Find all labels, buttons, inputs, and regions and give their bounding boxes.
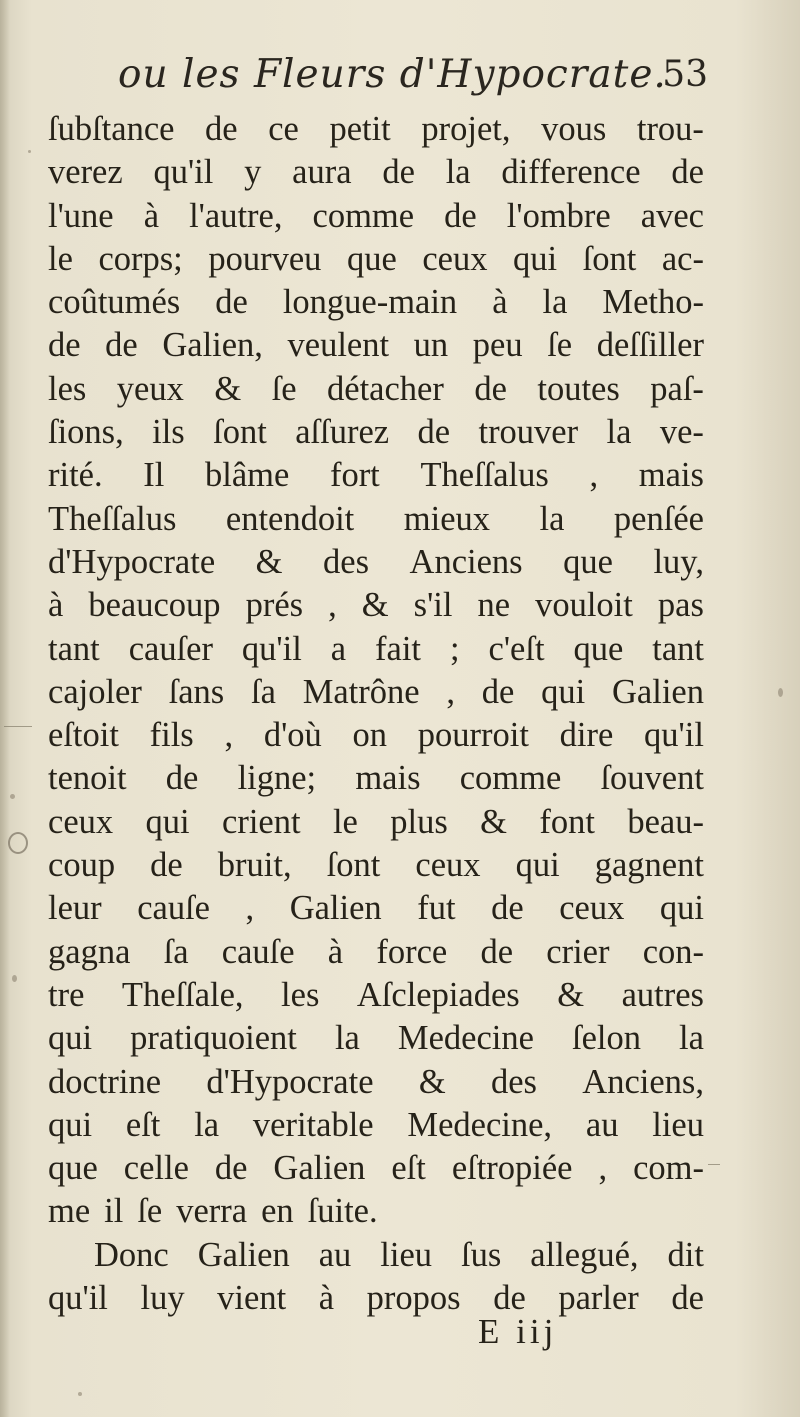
text-line: [48, 541, 704, 584]
word: veulent: [287, 326, 390, 365]
word: Galien: [612, 672, 704, 711]
word: qu'il: [644, 716, 704, 755]
word: Anciens: [409, 542, 523, 581]
word: ſe: [547, 326, 573, 365]
word: ſuite.: [307, 1192, 378, 1231]
word: de: [491, 889, 524, 928]
word: Il: [143, 456, 165, 495]
word: pratiquoient: [130, 1019, 297, 1058]
word: leur: [48, 889, 102, 928]
word: trouver: [478, 413, 579, 452]
word: autres: [621, 975, 704, 1014]
word: ils: [152, 413, 185, 452]
text-line: [48, 628, 704, 671]
word: la: [445, 153, 471, 192]
word: Galien: [289, 889, 382, 928]
word: de: [205, 110, 238, 148]
word: à: [318, 1279, 335, 1318]
word: Matrône: [302, 672, 420, 711]
word: difference: [501, 153, 641, 192]
word: les: [48, 369, 87, 408]
word: tenoit: [48, 759, 127, 798]
word: ;: [449, 629, 460, 668]
word: cajoler: [48, 672, 142, 711]
text-line: [48, 584, 704, 627]
text-line: [48, 931, 704, 974]
text-line: [48, 1147, 704, 1190]
text-line: [48, 454, 704, 497]
word: fut: [417, 889, 456, 928]
text-line: [48, 195, 704, 238]
word: fait: [375, 629, 422, 668]
word: un: [413, 326, 449, 365]
word: aura: [292, 153, 352, 192]
word: ſions,: [48, 413, 124, 452]
word: on: [352, 716, 388, 755]
word: ,: [598, 1149, 608, 1188]
text-line: [48, 324, 704, 367]
word: tant: [48, 629, 100, 668]
word: y: [244, 153, 262, 192]
word: rité.: [48, 456, 103, 495]
word: qu'il: [48, 1279, 108, 1318]
word: ſubſtance: [48, 110, 175, 148]
word: celle: [123, 1149, 189, 1188]
word: longue-main: [282, 283, 458, 322]
word: Galien,: [162, 326, 263, 365]
word: à: [492, 283, 508, 322]
word: à: [327, 932, 344, 971]
word: beau-: [627, 802, 704, 841]
word: yeux: [116, 369, 184, 408]
word: ce: [268, 110, 299, 148]
word: de: [493, 1279, 526, 1318]
word: c'eſt: [488, 629, 545, 668]
word: ,: [589, 456, 599, 495]
word: gagnent: [594, 846, 704, 885]
word: Anciens,: [582, 1062, 704, 1101]
word: s'il: [413, 586, 453, 625]
word: au: [585, 1105, 619, 1144]
word: d'Hypocrate: [206, 1062, 374, 1101]
word: comme: [459, 759, 562, 798]
word: luy: [140, 1279, 185, 1318]
word: mieux: [403, 499, 491, 538]
word: crient: [222, 802, 301, 841]
word: cauſe: [137, 889, 210, 928]
word: tant: [652, 629, 704, 668]
text-line: [48, 281, 704, 324]
word: pourroit: [417, 716, 529, 755]
word: ſelon: [571, 1019, 641, 1058]
word: beaucoup: [88, 586, 221, 625]
paper-mark: [708, 1164, 720, 1165]
word: qui: [515, 846, 560, 885]
word: la: [539, 499, 565, 538]
text-line: [48, 844, 704, 887]
word: aſſurez: [295, 413, 390, 452]
page-number: 53: [662, 54, 708, 95]
word: avec: [640, 196, 704, 235]
word: &: [557, 975, 585, 1014]
word: Medecine: [397, 1019, 534, 1058]
word: &: [418, 1062, 446, 1101]
text-line: [48, 1234, 704, 1277]
word: que: [563, 542, 613, 581]
word: deſſiller: [596, 326, 704, 365]
word: mais: [355, 759, 421, 798]
word: eſt: [391, 1149, 426, 1188]
word: qui: [659, 889, 704, 928]
word: ſe: [137, 1192, 163, 1231]
text-line: [48, 368, 704, 411]
word: eſtropiée: [451, 1149, 573, 1188]
word: allegué,: [530, 1235, 639, 1274]
text-line: [48, 1104, 704, 1147]
word: de: [48, 326, 81, 365]
word: lieu: [652, 1105, 704, 1144]
word: font: [539, 802, 595, 841]
word: qui: [145, 802, 190, 841]
word: il: [104, 1192, 124, 1231]
word: Medecine,: [407, 1105, 553, 1144]
word: Galien: [197, 1235, 290, 1274]
word: qui: [541, 672, 586, 711]
text-line: [48, 671, 704, 714]
word: ligne;: [237, 759, 317, 798]
word: tre: [48, 975, 85, 1014]
word: de: [165, 759, 199, 798]
word: l'une: [48, 196, 114, 235]
word: ſont: [326, 846, 381, 885]
word: vient: [217, 1279, 287, 1318]
word: ſa: [251, 672, 276, 711]
word: corps;: [98, 239, 183, 278]
word: cauſe: [221, 932, 295, 971]
text-line: [48, 238, 704, 281]
word: ſont: [582, 239, 637, 278]
word: toutes: [537, 369, 620, 408]
word: de: [382, 153, 415, 192]
word: projet,: [421, 110, 511, 148]
word: bruit,: [217, 846, 292, 885]
word: Aſclepiades: [356, 975, 520, 1014]
word: fils: [149, 716, 194, 755]
word: détacher: [327, 369, 444, 408]
word: com-: [633, 1149, 704, 1188]
word: que: [48, 1149, 98, 1188]
word: la: [679, 1019, 704, 1058]
word: qui: [513, 239, 558, 278]
word: ſe: [271, 369, 297, 408]
word: ceux: [422, 239, 488, 278]
text-line: [48, 974, 704, 1017]
word: fort: [329, 456, 380, 495]
text-line: [48, 1017, 704, 1060]
text-line: [48, 498, 704, 541]
word: des: [490, 1062, 537, 1101]
word: prés: [245, 586, 304, 625]
word: ceux: [559, 889, 625, 928]
word: en: [261, 1192, 294, 1231]
word: coup: [48, 846, 116, 885]
word: ſus: [461, 1235, 502, 1274]
paper-speck: [10, 794, 15, 799]
word: les: [281, 975, 320, 1014]
text-line: [48, 1277, 704, 1320]
word: Metho-: [602, 283, 704, 322]
word: entendoit: [225, 499, 355, 538]
word: des: [323, 542, 370, 581]
word: ceux: [415, 846, 481, 885]
word: la: [334, 1019, 360, 1058]
word: verra: [176, 1192, 248, 1231]
word: ſa: [163, 932, 189, 971]
word: ,: [328, 586, 337, 625]
word: à: [48, 586, 64, 625]
word: de: [671, 153, 704, 192]
word: la: [542, 283, 568, 322]
word: ve-: [659, 413, 704, 452]
word: gagna: [48, 932, 131, 971]
word: veritable: [252, 1105, 374, 1144]
word: de: [481, 672, 515, 711]
word: le: [48, 239, 73, 278]
word: parler: [558, 1279, 639, 1318]
word: &: [480, 802, 507, 841]
word: de: [214, 1149, 248, 1188]
word: de: [480, 932, 514, 971]
word: Theſſale,: [121, 975, 244, 1014]
word: eſt: [125, 1105, 161, 1144]
word: dire: [559, 716, 614, 755]
word: verez: [48, 153, 123, 192]
word: crier: [546, 932, 610, 971]
word: plus: [390, 802, 448, 841]
word: comme: [312, 196, 415, 235]
word: qu'il: [153, 153, 214, 192]
running-head: [118, 44, 708, 104]
running-title: ou les Fleurs d'Hypocrate.: [118, 52, 667, 97]
word: à: [143, 196, 160, 235]
word: blâme: [205, 456, 290, 495]
word: ſont: [213, 413, 267, 452]
word: de: [474, 369, 507, 408]
word: d'Hypocrate: [48, 542, 216, 581]
word: la: [606, 413, 632, 452]
word: de: [105, 326, 138, 365]
text-line: [48, 1190, 704, 1233]
word: qui: [48, 1105, 93, 1144]
word: &: [361, 586, 389, 625]
word: vous: [541, 110, 607, 148]
paper-mark: [4, 726, 32, 727]
text-line: [48, 108, 704, 151]
word: ,: [245, 889, 255, 928]
word: que: [346, 239, 397, 278]
word: doctrine: [48, 1062, 162, 1101]
word: l'ombre: [506, 196, 611, 235]
word: me: [48, 1192, 91, 1231]
word: Theſſalus: [48, 499, 177, 538]
word: ſouvent: [600, 759, 704, 798]
word: Theſſalus: [420, 456, 549, 495]
word: dit: [667, 1235, 704, 1274]
word: eſtoit: [48, 716, 119, 755]
word: au: [318, 1235, 352, 1274]
word: l'autre,: [189, 196, 283, 235]
text-line: [48, 411, 704, 454]
word: &: [214, 369, 242, 408]
word: Donc: [94, 1235, 169, 1274]
word: ac-: [661, 239, 704, 278]
word: d'où: [263, 716, 322, 755]
text-line: [48, 714, 704, 757]
signature-mark: E iij: [478, 1312, 558, 1351]
text-line: [48, 887, 704, 930]
word: lieu: [380, 1235, 433, 1274]
word: mais: [638, 456, 704, 495]
word: &: [255, 542, 283, 581]
word: ſans: [168, 672, 225, 711]
word: de: [215, 283, 248, 322]
word: con-: [642, 932, 704, 971]
word: peu: [472, 326, 523, 365]
word: luy,: [653, 542, 704, 581]
word: trou-: [636, 110, 704, 148]
word: de: [444, 196, 477, 235]
word: de: [417, 413, 451, 452]
word: coûtumés: [48, 283, 181, 322]
paper-speck: [28, 150, 31, 153]
word: ceux: [48, 802, 114, 841]
paper-speck: [78, 1392, 82, 1396]
word: la: [194, 1105, 220, 1144]
word: Galien: [273, 1149, 366, 1188]
word: vouloit: [535, 586, 633, 625]
text-line: [48, 757, 704, 800]
text-line: [48, 151, 704, 194]
word: que: [573, 629, 624, 668]
text-line: [48, 1061, 704, 1104]
word: qui: [48, 1019, 93, 1058]
word: de: [150, 846, 183, 885]
word: ne: [477, 586, 511, 625]
word: pourveu: [208, 239, 322, 278]
paper-speck: [778, 688, 783, 697]
word: paſ-: [650, 369, 704, 408]
word: de: [671, 1279, 704, 1318]
text-line: [48, 801, 704, 844]
word: pas: [657, 586, 704, 625]
paper-speck: [12, 975, 17, 982]
body-text: [48, 108, 704, 1320]
word: petit: [329, 110, 391, 148]
word: force: [376, 932, 448, 971]
paper-stain: [8, 832, 28, 854]
word: a: [330, 629, 347, 668]
word: penſée: [613, 499, 704, 538]
word: propos: [366, 1279, 461, 1318]
word: ,: [446, 672, 455, 711]
word: cauſer: [128, 629, 213, 668]
word: ,: [224, 716, 234, 755]
word: le: [332, 802, 358, 841]
word: qu'il: [241, 629, 302, 668]
